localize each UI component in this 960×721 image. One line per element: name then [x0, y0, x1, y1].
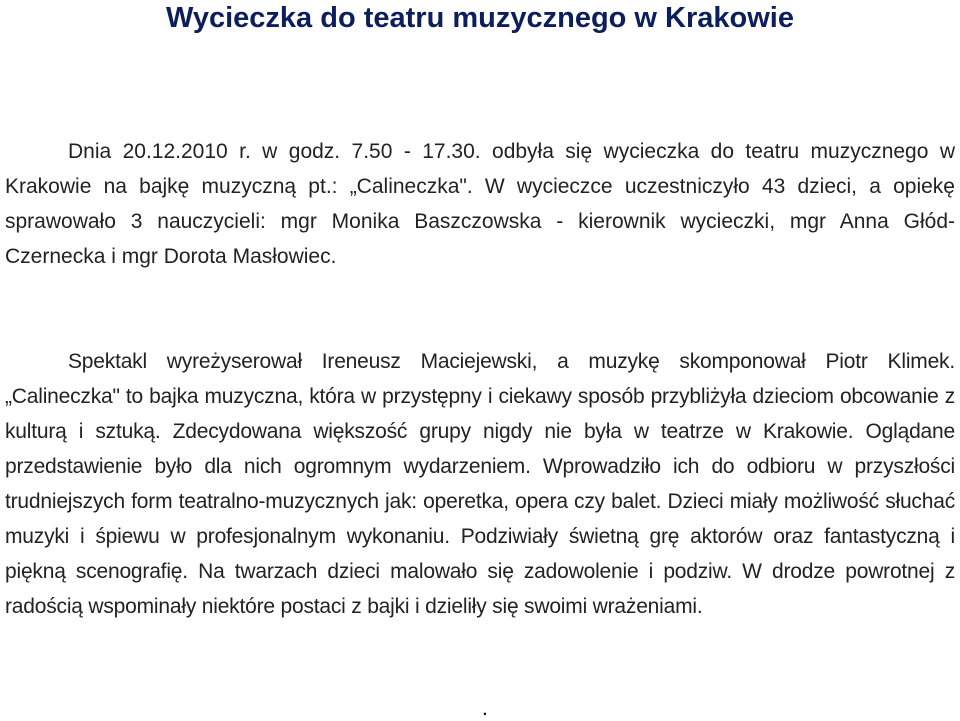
footer-dot: .: [482, 697, 488, 720]
page-title: Wycieczka do teatru muzycznego w Krakowie: [166, 2, 794, 34]
paragraph-trip-details: Dnia 20.12.2010 r. w godz. 7.50 - 17.30. odbyła się wycieczka do teatru muzycznego w Krakowie na bajkę muzyczną pt.: „Calineczka". W wycieczce uczestniczyło 43 dzieci, a opiekę sprawowało 3 nauczycieli: mgr Monika Baszczowska - kierownik wycieczki, mgr Anna Głód-Czernecka i mgr Dorota Masłowiec.: [5, 140, 955, 268]
paragraph-performance-description: Spektakl wyreżyserował Ireneusz Maciejewski, a muzykę skomponował Piotr Klimek. „Calineczka" to bajka muzyczna, która w przystępny i ciekawy sposób przybliżyła dzieciom obcowanie z kulturą i sztuką. Zdecydowana większość grupy nigdy nie była w teatrze w Krakowie. Oglądane przedstawienie było dla nich ogromnym wydarzeniem. Wprowadziło ich do odbioru w przyszłości trudniejszych form teatralno-muzycznych jak: operetka, opera czy balet. Dzieci miały możliwość słuchać muzyki i śpiewu w profesjonalnym wykonaniu. Podziwiały świetną grę aktorów oraz fantastyczną i piękną scenografię. Na twarzach dzieci malowało się zadowolenie i podziw. W drodze powrotnej z radością wspominały niektóre postaci z bajki i dzieliły się swoimi wrażeniami.: [5, 350, 955, 618]
